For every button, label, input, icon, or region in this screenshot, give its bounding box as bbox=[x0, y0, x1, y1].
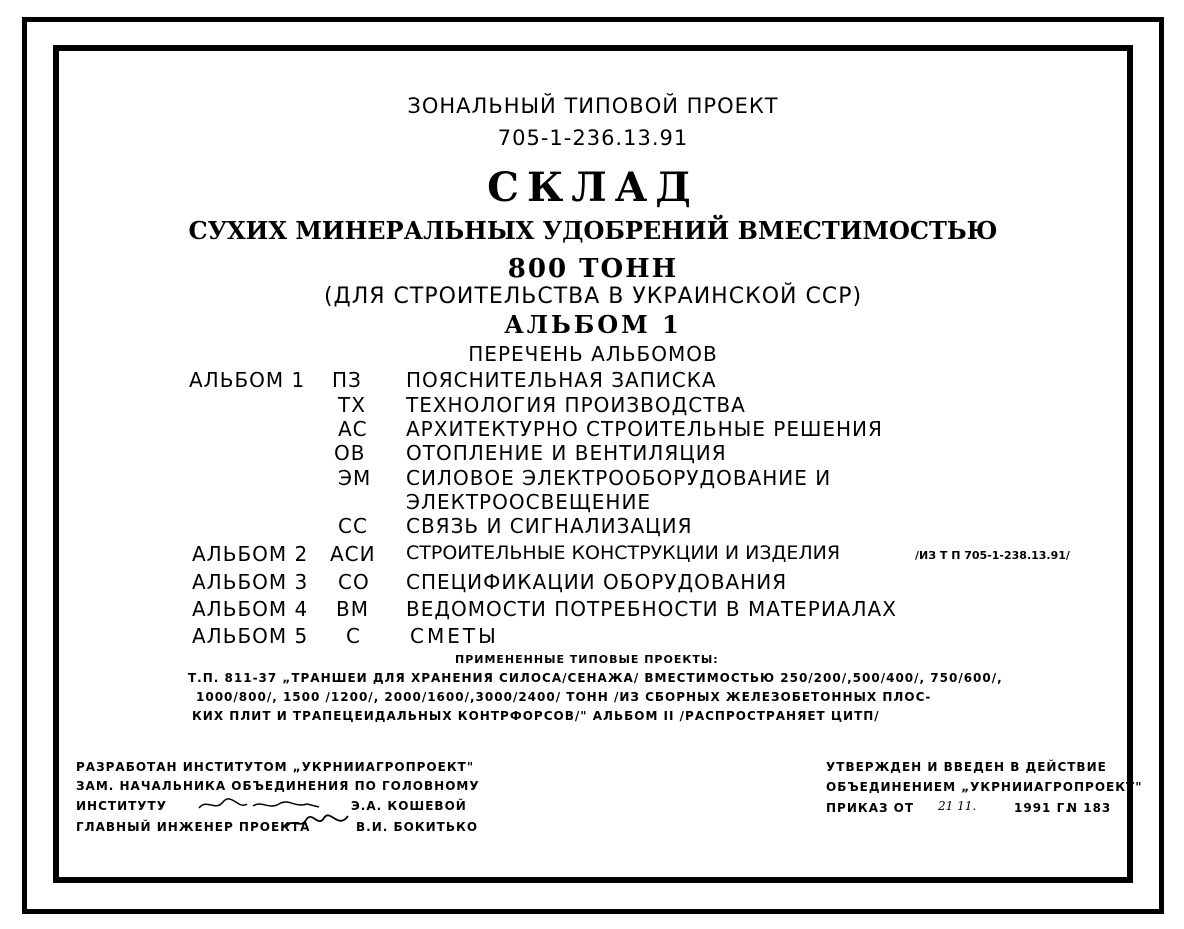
section-code: ВМ bbox=[336, 597, 369, 621]
section-name: ОТОПЛЕНИЕ И ВЕНТИЛЯЦИЯ bbox=[406, 441, 727, 465]
name-bokitko: В.И. БОКИТЬКО bbox=[356, 820, 479, 834]
document-title: СКЛАД bbox=[487, 164, 699, 211]
project-type: ЗОНАЛЬНЫЙ ТИПОВОЙ ПРОЕКТ bbox=[407, 94, 779, 118]
section-name: ТЕХНОЛОГИЯ ПРОИЗВОДСТВА bbox=[406, 393, 746, 417]
section-name: СИЛОВОЕ ЭЛЕКТРООБОРУДОВАНИЕ И bbox=[406, 466, 832, 490]
name-koshevoy: Э.А. КОШЕВОЙ bbox=[351, 799, 467, 813]
institute-line: ИНСТИТУТУ bbox=[76, 799, 167, 813]
section-name: ВЕДОМОСТИ ПОТРЕБНОСТИ В МАТЕРИАЛАХ bbox=[406, 597, 897, 621]
applied-projects-line-1: Т.П. 811-37 „ТРАНШЕИ ДЛЯ ХРАНЕНИЯ СИЛОСА/СЕНАЖА/ ВМЕСТИМОСТЬЮ 250/200/,500/400/, 750/600/, bbox=[188, 671, 1003, 685]
capacity: 800 ТОНН bbox=[507, 254, 679, 284]
region-note: (ДЛЯ СТРОИТЕЛЬСТВА В УКРАИНСКОЙ ССР) bbox=[323, 284, 863, 309]
section-code: АСИ bbox=[330, 542, 376, 566]
section-name: СПЕЦИФИКАЦИИ ОБОРУДОВАНИЯ bbox=[406, 570, 788, 594]
section-name: ЭЛЕКТРООСВЕЩЕНИЕ bbox=[406, 490, 652, 514]
applied-projects-line-2: 1000/800/, 1500 /1200/, 2000/1600/,3000/2400/ ТОНН /ИЗ СБОРНЫХ ЖЕЛЕЗОБЕТОННЫХ ПЛОС- bbox=[196, 690, 932, 704]
association-line: ОБЪЕДИНЕНИЕМ „УКРНИИАГРОПРОЕКТ" bbox=[826, 780, 1143, 794]
order-date: 21 11. bbox=[938, 799, 977, 813]
order-label: ПРИКАЗ ОТ bbox=[826, 801, 915, 815]
album-heading: АЛЬБОМ 1 bbox=[504, 310, 682, 339]
project-number: 705-1-236.13.91 bbox=[497, 126, 689, 150]
approved-line: УТВЕРЖДЕН И ВВЕДЕН В ДЕЙСТВИЕ bbox=[826, 760, 1107, 774]
section-note: /ИЗ Т П 705-1-238.13.91/ bbox=[915, 549, 1070, 562]
section-name: СТРОИТЕЛЬНЫЕ КОНСТРУКЦИИ И ИЗДЕЛИЯ bbox=[406, 542, 841, 564]
section-code: ТХ bbox=[338, 393, 366, 417]
album-label: АЛЬБОМ 1 bbox=[189, 368, 306, 392]
section-code: СС bbox=[338, 514, 368, 538]
section-name: СМЕТЫ bbox=[410, 624, 499, 648]
deputy-line: ЗАМ. НАЧАЛЬНИКА ОБЪЕДИНЕНИЯ ПО ГОЛОВНОМУ bbox=[76, 779, 480, 793]
order-year: 1991 Г. bbox=[1014, 801, 1071, 815]
section-code: С bbox=[346, 624, 361, 648]
signature-bokitko bbox=[282, 810, 352, 836]
album-label: АЛЬБОМ 5 bbox=[192, 624, 309, 648]
order-number: N 183 bbox=[1067, 801, 1112, 815]
section-code: ЭМ bbox=[338, 466, 372, 490]
section-code: СО bbox=[338, 570, 370, 594]
document-subtitle: СУХИХ МИНЕРАЛЬНЫХ УДОБРЕНИЙ ВМЕСТИМОСТЬЮ bbox=[188, 216, 998, 245]
chief-engineer-line: ГЛАВНЫЙ ИНЖЕНЕР ПРОЕКТА bbox=[76, 820, 311, 834]
section-code: АС bbox=[338, 417, 368, 441]
section-name: ПОЯСНИТЕЛЬНАЯ ЗАПИСКА bbox=[406, 368, 717, 392]
applied-projects-title: ПРИМЕНЕННЫЕ ТИПОВЫЕ ПРОЕКТЫ: bbox=[455, 653, 719, 666]
section-code: ОВ bbox=[334, 441, 366, 465]
section-name: АРХИТЕКТУРНО СТРОИТЕЛЬНЫЕ РЕШЕНИЯ bbox=[406, 417, 883, 441]
album-list-title: ПЕРЕЧЕНЬ АЛЬБОМОВ bbox=[468, 342, 718, 366]
album-label: АЛЬБОМ 2 bbox=[192, 542, 309, 566]
applied-projects-line-3: КИХ ПЛИТ И ТРАПЕЦЕИДАЛЬНЫХ КОНТРФОРСОВ/" АЛЬБОМ II /РАСПРОСТРАНЯЕТ ЦИТП/ bbox=[192, 709, 880, 723]
album-label: АЛЬБОМ 4 bbox=[192, 597, 309, 621]
section-name: СВЯЗЬ И СИГНАЛИЗАЦИЯ bbox=[406, 514, 693, 538]
developer-line: РАЗРАБОТАН ИНСТИТУТОМ „УКРНИИАГРОПРОЕКТ" bbox=[76, 760, 475, 774]
section-code: ПЗ bbox=[332, 368, 362, 392]
album-label: АЛЬБОМ 3 bbox=[192, 570, 309, 594]
